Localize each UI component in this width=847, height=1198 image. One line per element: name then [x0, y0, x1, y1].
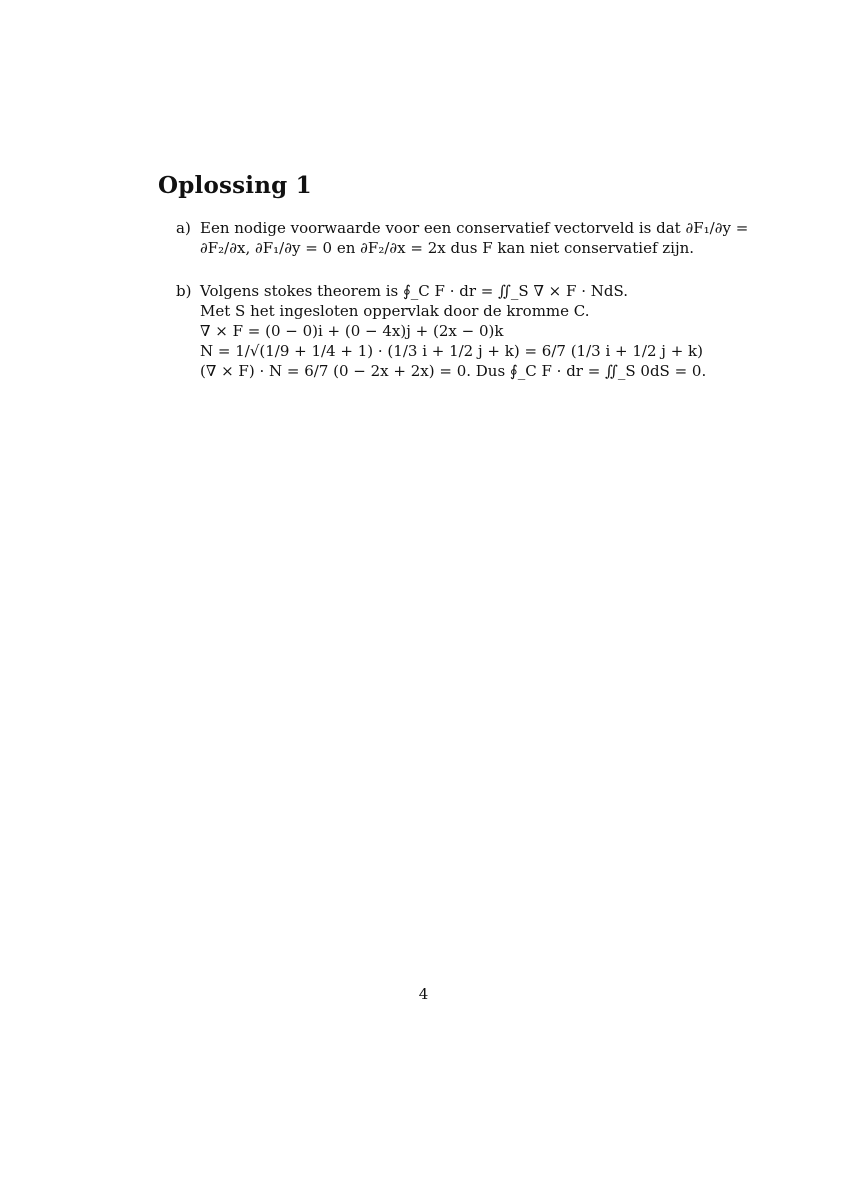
solution-item-b: [176, 281, 721, 381]
item-b-line-3: ∇ × F = (0 − 0)i + (0 − 4x)j + (2x − 0)k: [200, 322, 504, 340]
item-body: [200, 281, 721, 381]
item-body: [200, 218, 749, 258]
item-a-line-2: ∂F₂/∂x, ∂F₁/∂y = 0 en ∂F₂/∂x = 2x dus F kan niet conservatief zijn.: [200, 239, 695, 257]
page-number: 4: [418, 985, 429, 1003]
item-b-line-2: Met S het ingesloten oppervlak door de kromme C.: [200, 302, 590, 320]
item-b-line-1: Volgens stokes theorem is ∮_C F · dr = ∬_S ∇ × F · NdS.: [200, 282, 628, 300]
item-b-line-5: (∇ × F) · N = 6/7 (0 − 2x + 2x) = 0. Dus ∮_C F · dr = ∬_S 0dS = 0.: [200, 362, 707, 380]
item-marker: b): [176, 282, 192, 300]
item-marker: a): [176, 219, 191, 237]
solution-item-a: [176, 218, 749, 258]
item-a-line-1: Een nodige voorwaarde voor een conservatief vectorveld is dat ∂F₁/∂y =: [200, 219, 749, 237]
section-title: Oplossing 1: [158, 172, 312, 199]
item-b-line-4: N = 1/√(1/9 + 1/4 + 1) · (1/3 i + 1/2 j + k) = 6/7 (1/3 i + 1/2 j + k): [200, 342, 703, 360]
